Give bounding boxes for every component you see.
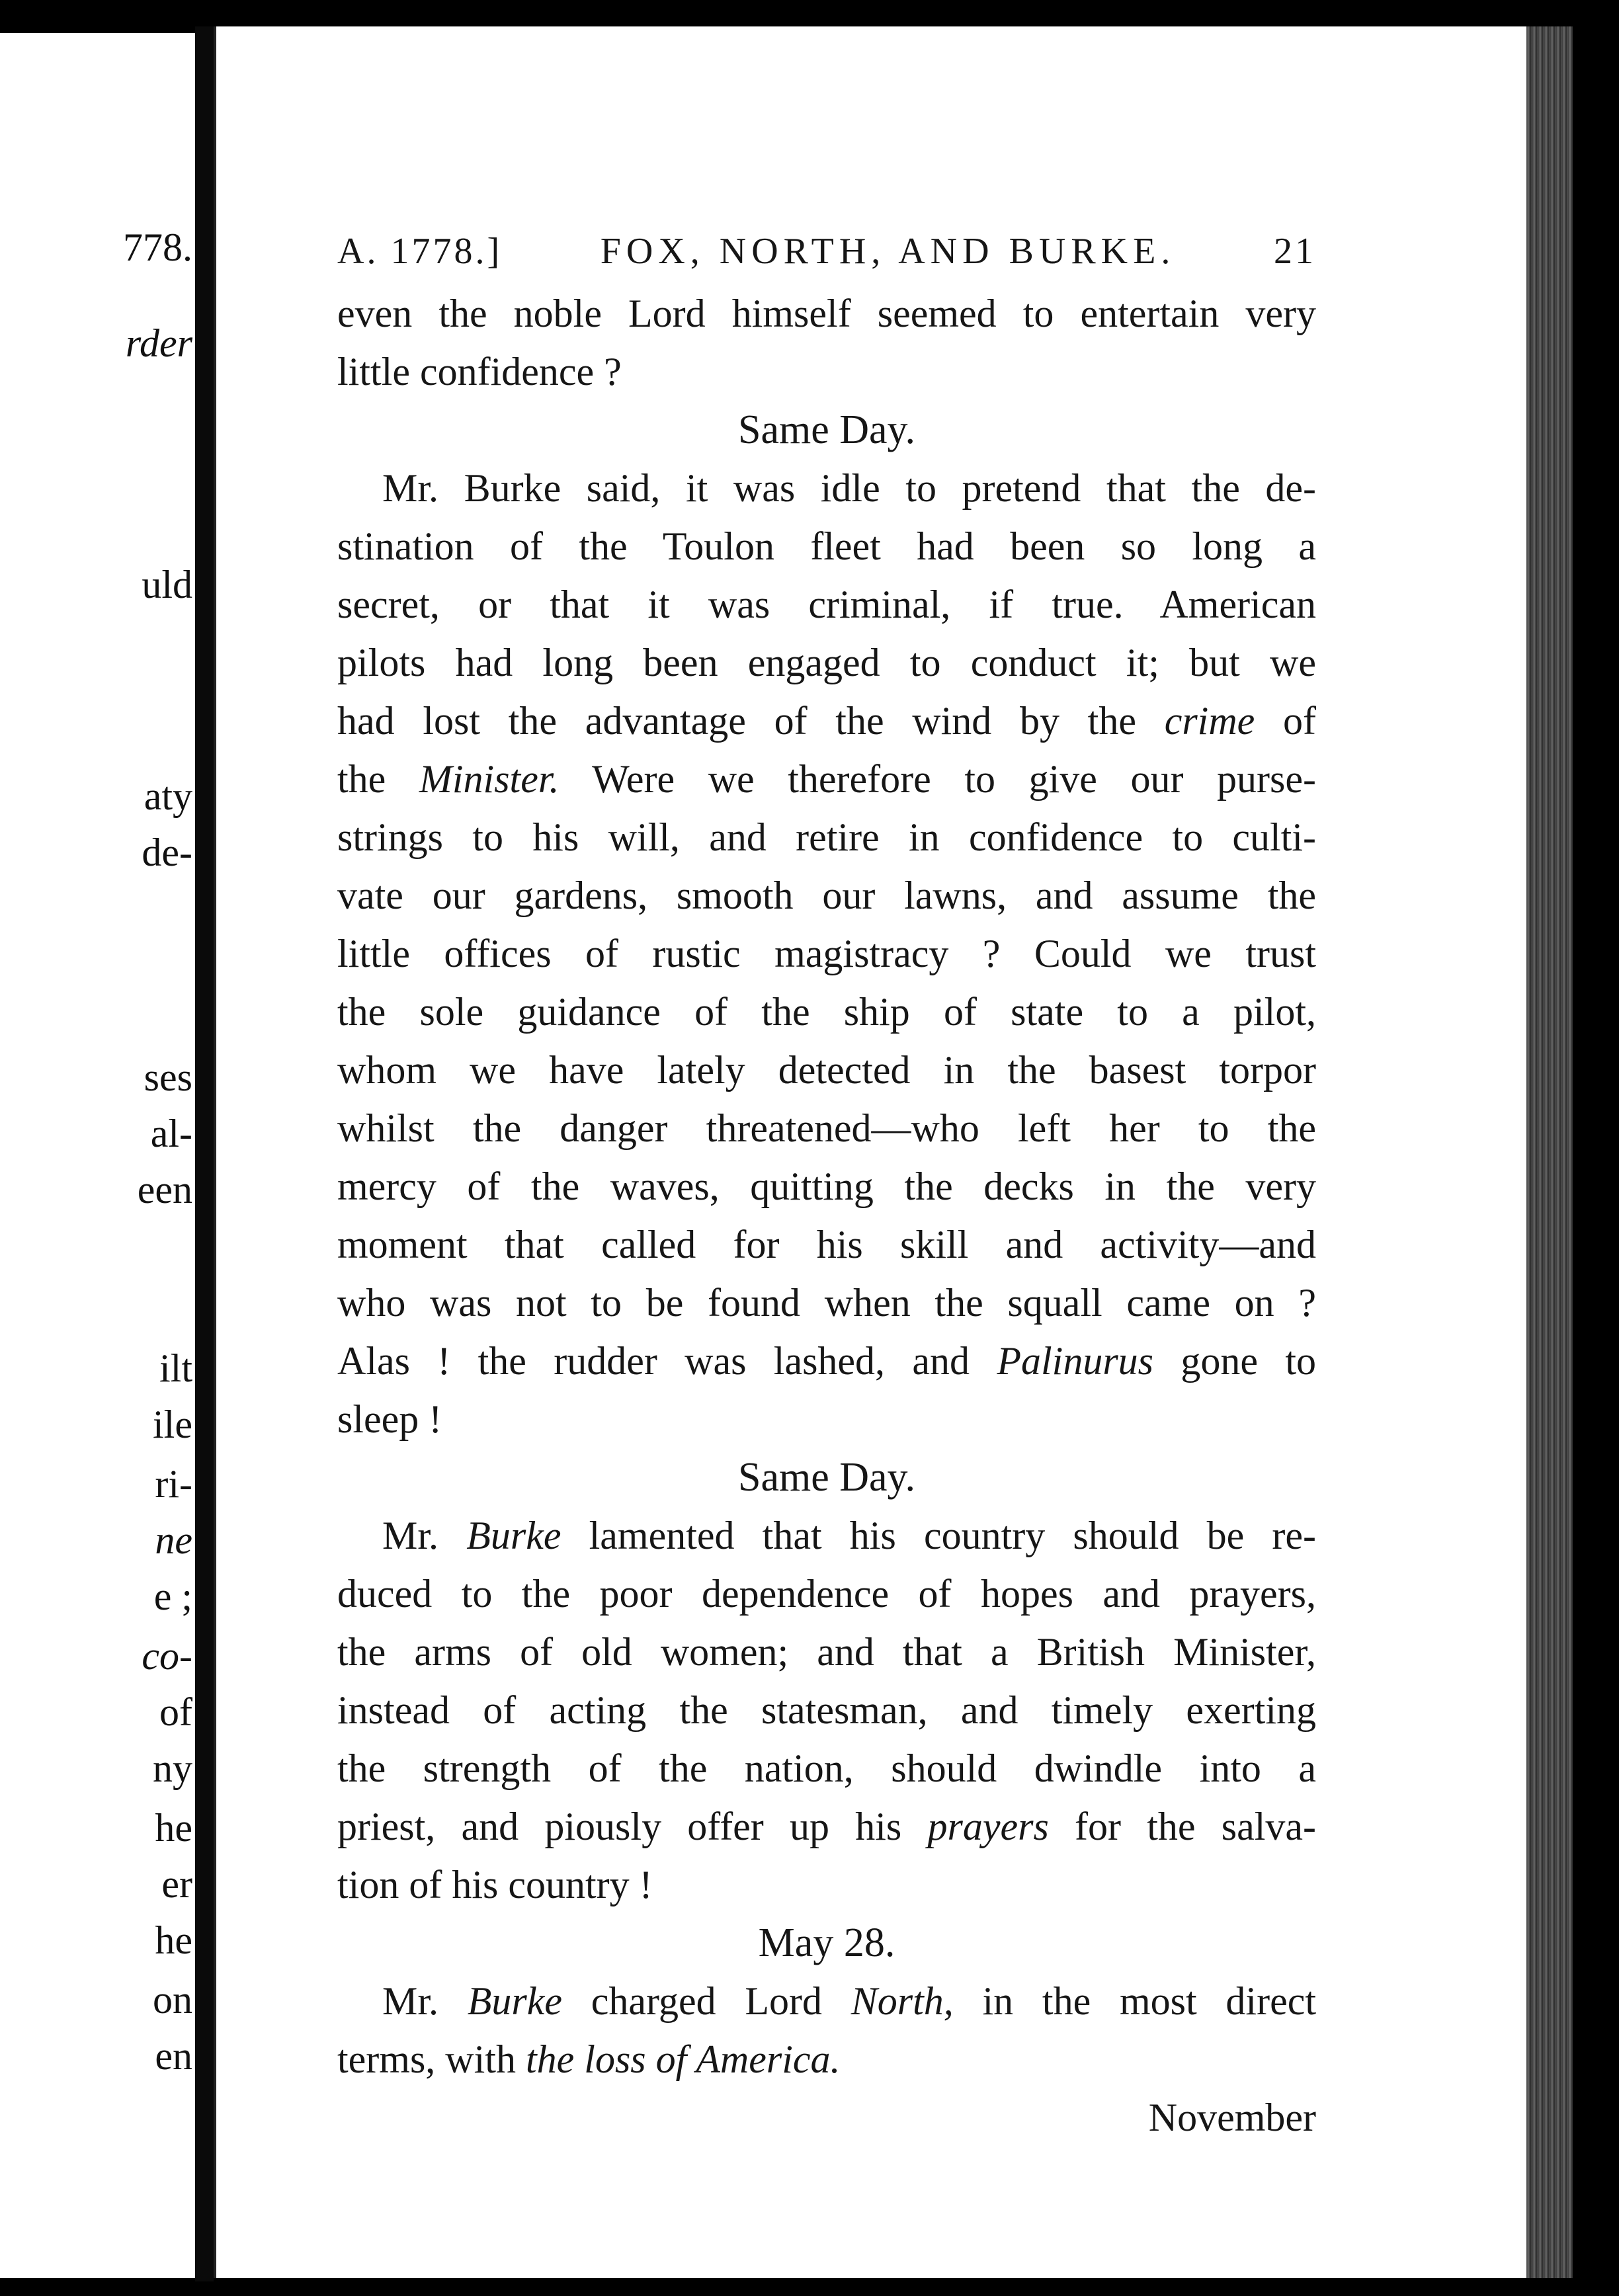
left-fragment: co- [142,1634,192,1678]
text-line: Mr. Burke said, it was idle to pretend that the de- [382,466,1316,510]
left-fragment: he [155,1918,192,1962]
text-line: secret, or that it was criminal, if true. American [337,583,1316,626]
left-fragment: al- [150,1112,192,1155]
text-line: the sole guidance of the ship of state to a pilot, [337,990,1316,1034]
left-fragment: on [153,1978,192,2022]
catchword: November [1148,2096,1316,2139]
left-fragment: aty [144,774,192,818]
left-fragment: de- [142,831,192,874]
text-line: Mr. Burke charged Lord North, in the most direct [382,1979,1316,2023]
text-line: the strength of the nation, should dwindle into a [337,1746,1316,1790]
left-fragment: ilt [159,1346,192,1390]
text-line: terms, with the loss of America. [337,2037,841,2081]
text-line: stination of the Toulon fleet had been so long a [337,524,1316,568]
emphasis: crime [1164,699,1255,743]
text-line: moment that called for his skill and activity—and [337,1223,1316,1266]
page-number: 21 [1273,231,1316,272]
text-line: little offices of rustic magistracy ? Could we trust [337,932,1316,975]
emphasis: Minister. [419,757,560,801]
text-line: sleep ! [337,1397,442,1441]
text-line: Mr. Burke lamented that his country should be re- [382,1514,1316,1557]
text-line: the Minister. Were we therefore to give our purse- [337,757,1316,801]
left-fragment: e ; [153,1575,192,1618]
emphasis: prayers [927,1805,1049,1848]
text-line: tion of his country ! [337,1863,653,1906]
text-line: vate our gardens, smooth our lawns, and assume the [337,874,1316,917]
text-line: whilst the danger threatened—who left her to the [337,1106,1316,1150]
page-text [337,225,1316,2147]
left-fragment: 778. [123,226,192,269]
left-fragment: rder [125,321,192,365]
text-line: strings to his will, and retire in confidence to culti- [337,815,1316,859]
text-line: even the noble Lord himself seemed to entertain very [337,292,1316,335]
left-fragment: uld [142,563,192,606]
page-edges [1526,26,1573,2278]
text-line: duced to the poor dependence of hopes and prayers, [337,1572,1316,1616]
facing-page-fragment [0,33,198,2278]
text-line: priest, and piously offer up his prayers for the salva- [337,1805,1316,1848]
emphasis: North, [851,1979,954,2023]
text-line: mercy of the waves, quitting the decks in the very [337,1165,1316,1208]
section-heading: May 28. [758,1920,895,1965]
left-fragment: er [161,1862,192,1906]
left-fragment: ri- [155,1462,192,1506]
running-head-year: A. 1778.] [337,231,503,272]
left-fragment: ile [153,1403,192,1446]
section-heading: Same Day. [737,1455,915,1500]
text-line: Alas ! the rudder was lashed, and Palinurus gone to [337,1339,1316,1383]
book-gutter [195,26,214,2281]
emphasis: Burke [467,1979,563,2023]
running-head [337,225,1316,278]
left-fragment: een [137,1168,192,1211]
emphasis: the loss of America. [525,2037,841,2081]
left-fragment: ne [155,1518,192,1562]
text-line: instead of acting the statesman, and timely exerting [337,1688,1316,1732]
text-line: little confidence ? [337,350,622,393]
text-line: who was not to be found when the squall came on ? [337,1281,1316,1325]
section-heading: Same Day. [737,407,915,452]
text-line: the arms of old women; and that a British Minister, [337,1630,1316,1674]
emphasis: Palinurus [997,1339,1154,1383]
left-fragment: en [155,2034,192,2078]
text-line: had lost the advantage of the wind by the crime of [337,699,1316,743]
left-fragment: ses [144,1055,192,1099]
left-fragment: he [155,1806,192,1850]
left-fragment: ny [153,1746,192,1790]
running-head-title: FOX, NORTH, AND BURKE. [600,231,1176,272]
text-line: pilots had long been engaged to conduct it; but we [337,641,1316,684]
text-line: whom we have lately detected in the basest torpor [337,1048,1316,1092]
emphasis: Burke [466,1514,561,1557]
left-fragment: of [159,1690,192,1734]
